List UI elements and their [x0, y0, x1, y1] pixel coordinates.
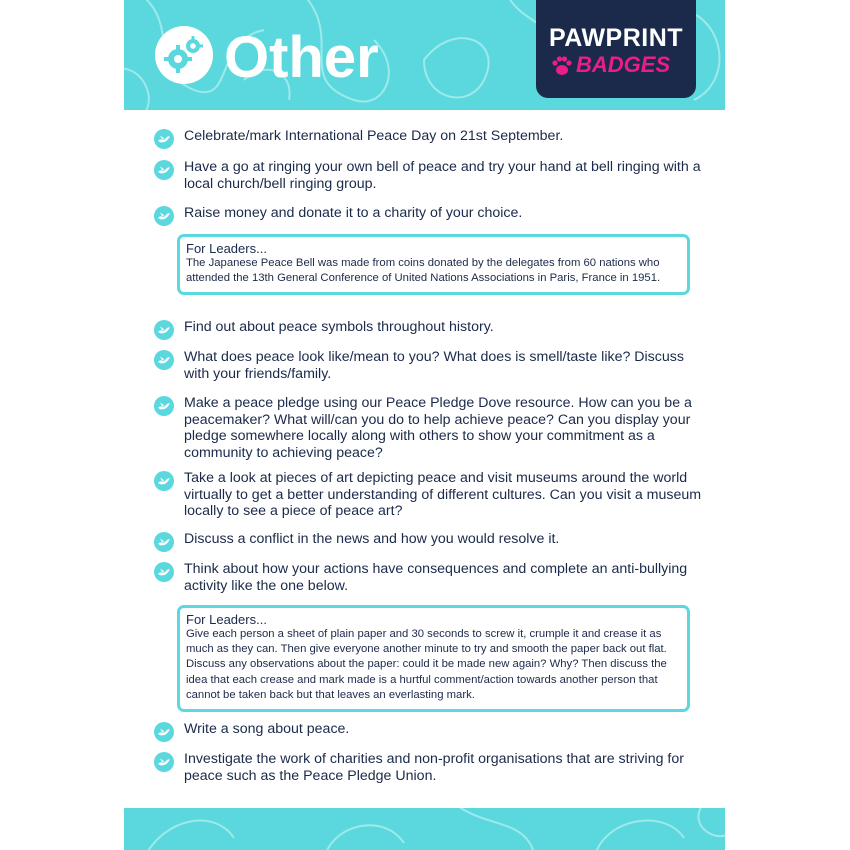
paw-icon — [550, 54, 574, 78]
dove-bullet-icon — [154, 532, 174, 552]
list-item-text: Take a look at pieces of art depicting peace and visit museums around the world virtually to get a better understanding of different cultures. Can you visit a museum locally to see a piece of peace art? — [184, 470, 702, 519]
list-item-text: Find out about peace symbols throughout history. — [184, 319, 494, 335]
pawprint-badges-logo — [536, 0, 696, 98]
list-item-text: Discuss a conflict in the news and how you would resolve it. — [184, 531, 560, 547]
list-item-text: Celebrate/mark International Peace Day on 21st September. — [184, 128, 564, 144]
dove-bullet-icon — [154, 722, 174, 742]
list-item-text: What does peace look like/mean to you? What does is smell/taste like? Discuss with your friends/family. — [184, 349, 684, 382]
dove-bullet-icon — [154, 206, 174, 226]
footer-banner — [124, 808, 725, 850]
list-item-text: Have a go at ringing your own bell of peace and try your hand at bell ringing with a local church/bell ringing group. — [184, 159, 701, 192]
logo-text-top: PAWPRINT — [548, 24, 684, 52]
leaders-note-box — [177, 234, 690, 295]
dove-bullet-icon — [154, 129, 174, 149]
leaders-note-title: For Leaders... — [186, 612, 267, 627]
flower-pattern — [124, 808, 725, 850]
leaders-note-box — [177, 605, 690, 712]
logo-text-bottom: BADGES — [576, 52, 671, 77]
list-item-text: Think about how your actions have consequences and complete an anti-bullying activity like the one below. — [184, 561, 688, 594]
list-item-text: Raise money and donate it to a charity of your choice. — [184, 205, 523, 221]
dove-bullet-icon — [154, 471, 174, 491]
list-item-text: Make a peace pledge using our Peace Pledge Dove resource. How can you be a peacemaker? What will/can you do to help achieve peace? Can you display your pledge somewhere locally along with others to show your commitment as a community to achieving peace? — [184, 395, 692, 461]
dove-bullet-icon — [154, 320, 174, 340]
list-item-text: Investigate the work of charities and non-profit organisations that are striving for peace such as the Peace Pledge Union. — [184, 751, 684, 784]
page-title: Other — [224, 25, 379, 90]
leaders-note-title: For Leaders... — [186, 241, 267, 256]
gears-icon — [154, 25, 214, 85]
list-item-text: Write a song about peace. — [184, 721, 350, 737]
dove-bullet-icon — [154, 350, 174, 370]
leaders-note-body: The Japanese Peace Bell was made from coins donated by the delegates from 60 nations who attended the 13th General Conference of United Nations Associations in Paris, France in 1951. — [186, 257, 661, 285]
header-banner — [124, 0, 725, 110]
leaders-note-body: Give each person a sheet of plain paper and 30 seconds to screw it, crumple it and crease it as much as they can. Then give everyone another minute to try and smooth the paper back out flat. Discuss any observations about the paper: could it be made new again? Why? Then discuss the idea that each crease and mark made is a hurtful comment/action towards another person that cannot be taken back but that leaves an everlasting mark. — [186, 628, 667, 701]
dove-bullet-icon — [154, 752, 174, 772]
dove-bullet-icon — [154, 160, 174, 180]
page — [124, 0, 725, 850]
dove-bullet-icon — [154, 562, 174, 582]
dove-bullet-icon — [154, 396, 174, 416]
